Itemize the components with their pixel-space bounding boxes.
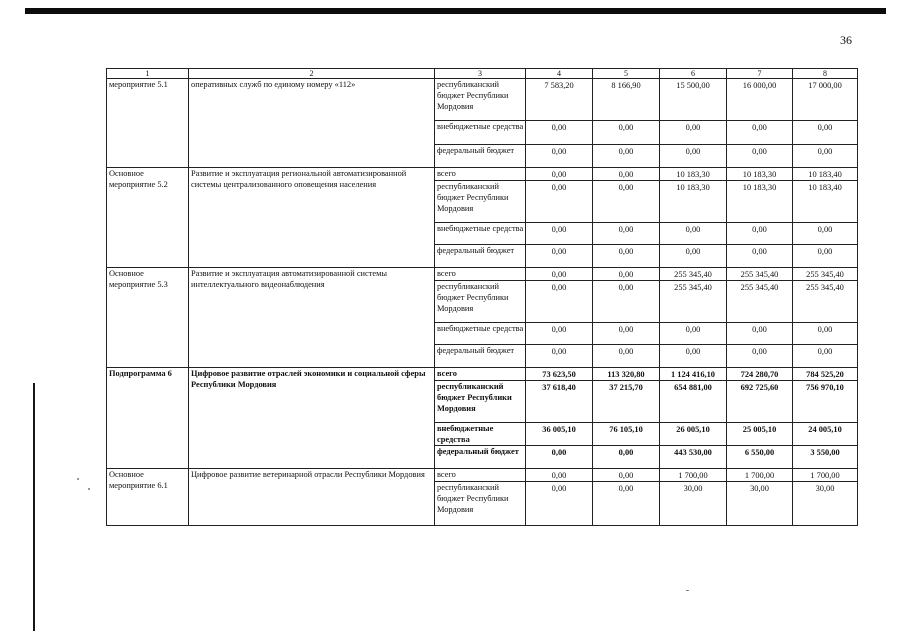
- amount-cell: 1 700,00: [660, 469, 727, 482]
- amount-cell: 0,00: [593, 223, 660, 245]
- amount-cell: 0,00: [727, 223, 793, 245]
- column-number: 1: [107, 69, 189, 79]
- amount-cell: 0,00: [727, 245, 793, 268]
- amount-cell: 0,00: [793, 121, 858, 145]
- amount-cell: 10 183,30: [660, 181, 727, 223]
- amount-cell: 37 618,40: [526, 381, 593, 423]
- amount-cell: 10 183,40: [793, 181, 858, 223]
- scan-top-border: [25, 8, 886, 14]
- funding-source: республиканский бюджет Республики Мордовия: [435, 281, 526, 323]
- amount-cell: 0,00: [593, 245, 660, 268]
- amount-cell: 30,00: [793, 482, 858, 526]
- program-code: Основное мероприятие 5.2: [107, 168, 189, 268]
- amount-cell: 0,00: [727, 323, 793, 345]
- amount-cell: 0,00: [593, 281, 660, 323]
- table-row: [107, 268, 858, 281]
- amount-cell: 113 320,80: [593, 368, 660, 381]
- amount-cell: 30,00: [660, 482, 727, 526]
- amount-cell: 0,00: [727, 145, 793, 168]
- amount-cell: 0,00: [793, 145, 858, 168]
- amount-cell: 0,00: [660, 245, 727, 268]
- column-number: 3: [435, 69, 526, 79]
- program-title: Развитие и эксплуатация автоматизированной системы интеллектуального видеонаблюдения: [189, 268, 435, 368]
- funding-source: внебюджетные средства: [435, 121, 526, 145]
- amount-cell: 0,00: [593, 446, 660, 469]
- program-title: Развитие и эксплуатация региональной автоматизированной системы централизованного оповещения населения: [189, 168, 435, 268]
- amount-cell: 255 345,40: [727, 281, 793, 323]
- funding-source: всего: [435, 469, 526, 482]
- amount-cell: 0,00: [727, 345, 793, 368]
- amount-cell: 10 183,30: [727, 181, 793, 223]
- program-code: Основное мероприятие 5.3: [107, 268, 189, 368]
- amount-cell: 0,00: [526, 323, 593, 345]
- amount-cell: 255 345,40: [727, 268, 793, 281]
- funding-source: внебюджетные средства: [435, 223, 526, 245]
- budget-table-body: [107, 69, 858, 526]
- amount-cell: 0,00: [593, 469, 660, 482]
- table-row: [107, 79, 858, 121]
- program-code: Основное мероприятие 6.1: [107, 469, 189, 526]
- amount-cell: 26 005,10: [660, 423, 727, 446]
- amount-cell: 692 725,60: [727, 381, 793, 423]
- amount-cell: 25 005,10: [727, 423, 793, 446]
- column-number: 7: [727, 69, 793, 79]
- amount-cell: 0,00: [593, 345, 660, 368]
- amount-cell: 6 550,00: [727, 446, 793, 469]
- funding-source: республиканский бюджет Республики Мордовия: [435, 482, 526, 526]
- amount-cell: 255 345,40: [660, 268, 727, 281]
- funding-source: федеральный бюджет: [435, 446, 526, 469]
- amount-cell: 0,00: [593, 268, 660, 281]
- amount-cell: 0,00: [793, 323, 858, 345]
- amount-cell: 10 183,30: [660, 168, 727, 181]
- funding-source: внебюджетные средства: [435, 323, 526, 345]
- amount-cell: 15 500,00: [660, 79, 727, 121]
- scan-left-edge: [33, 383, 35, 631]
- scan-speck: [686, 590, 689, 591]
- amount-cell: 0,00: [526, 245, 593, 268]
- funding-source: республиканский бюджет Республики Мордовия: [435, 181, 526, 223]
- amount-cell: 8 166,90: [593, 79, 660, 121]
- amount-cell: 3 550,00: [793, 446, 858, 469]
- amount-cell: 0,00: [660, 345, 727, 368]
- amount-cell: 1 124 416,10: [660, 368, 727, 381]
- amount-cell: 0,00: [660, 223, 727, 245]
- funding-source: федеральный бюджет: [435, 245, 526, 268]
- funding-source: всего: [435, 168, 526, 181]
- column-number: 6: [660, 69, 727, 79]
- amount-cell: 0,00: [793, 223, 858, 245]
- amount-cell: 0,00: [593, 181, 660, 223]
- amount-cell: 0,00: [526, 281, 593, 323]
- amount-cell: 0,00: [593, 121, 660, 145]
- amount-cell: 1 700,00: [727, 469, 793, 482]
- column-number: 5: [593, 69, 660, 79]
- funding-source: республиканский бюджет Республики Мордовия: [435, 381, 526, 423]
- amount-cell: 0,00: [660, 121, 727, 145]
- column-number: 8: [793, 69, 858, 79]
- amount-cell: 255 345,40: [793, 268, 858, 281]
- amount-cell: 255 345,40: [793, 281, 858, 323]
- amount-cell: 0,00: [793, 245, 858, 268]
- funding-source: республиканский бюджет Республики Мордовия: [435, 79, 526, 121]
- amount-cell: 0,00: [526, 482, 593, 526]
- amount-cell: 0,00: [526, 223, 593, 245]
- amount-cell: 0,00: [526, 268, 593, 281]
- program-title: оперативных служб по единому номеру «112»: [189, 79, 435, 168]
- program-title: Цифровое развитие ветеринарной отрасли Республики Мордовия: [189, 469, 435, 526]
- amount-cell: 654 881,00: [660, 381, 727, 423]
- amount-cell: 0,00: [526, 121, 593, 145]
- amount-cell: 0,00: [593, 145, 660, 168]
- amount-cell: 0,00: [526, 446, 593, 469]
- amount-cell: 0,00: [526, 145, 593, 168]
- amount-cell: 0,00: [593, 323, 660, 345]
- amount-cell: 24 005,10: [793, 423, 858, 446]
- page-number: 36: [840, 33, 852, 47]
- amount-cell: 30,00: [727, 482, 793, 526]
- scan-speck: [88, 488, 90, 490]
- funding-source: федеральный бюджет: [435, 345, 526, 368]
- table-row: [107, 368, 858, 381]
- funding-source: внебюджетные средства: [435, 423, 526, 446]
- amount-cell: 10 183,30: [727, 168, 793, 181]
- scan-speck: [77, 478, 79, 480]
- amount-cell: 0,00: [526, 345, 593, 368]
- amount-cell: 1 700,00: [793, 469, 858, 482]
- amount-cell: 17 000,00: [793, 79, 858, 121]
- amount-cell: 724 280,70: [727, 368, 793, 381]
- amount-cell: 0,00: [727, 121, 793, 145]
- funding-source: всего: [435, 368, 526, 381]
- funding-source: федеральный бюджет: [435, 145, 526, 168]
- amount-cell: 7 583,20: [526, 79, 593, 121]
- amount-cell: 36 005,10: [526, 423, 593, 446]
- amount-cell: 0,00: [660, 323, 727, 345]
- amount-cell: 443 530,00: [660, 446, 727, 469]
- amount-cell: 37 215,70: [593, 381, 660, 423]
- program-title: Цифровое развитие отраслей экономики и социальной сферы Республики Мордовия: [189, 368, 435, 469]
- amount-cell: 16 000,00: [727, 79, 793, 121]
- table-row: [107, 469, 858, 482]
- column-number: 2: [189, 69, 435, 79]
- amount-cell: 0,00: [593, 168, 660, 181]
- amount-cell: 73 623,50: [526, 368, 593, 381]
- amount-cell: 0,00: [593, 482, 660, 526]
- amount-cell: 0,00: [526, 469, 593, 482]
- amount-cell: 10 183,40: [793, 168, 858, 181]
- budget-table: [106, 68, 858, 526]
- amount-cell: 0,00: [526, 181, 593, 223]
- program-code: Подпрограмма 6: [107, 368, 189, 469]
- column-number: 4: [526, 69, 593, 79]
- amount-cell: 0,00: [526, 168, 593, 181]
- amount-cell: 784 525,20: [793, 368, 858, 381]
- amount-cell: 255 345,40: [660, 281, 727, 323]
- table-row: [107, 168, 858, 181]
- amount-cell: 0,00: [793, 345, 858, 368]
- column-number-row: [107, 69, 858, 79]
- amount-cell: 756 970,10: [793, 381, 858, 423]
- funding-source: всего: [435, 268, 526, 281]
- program-code: мероприятие 5.1: [107, 79, 189, 168]
- amount-cell: 0,00: [660, 145, 727, 168]
- amount-cell: 76 105,10: [593, 423, 660, 446]
